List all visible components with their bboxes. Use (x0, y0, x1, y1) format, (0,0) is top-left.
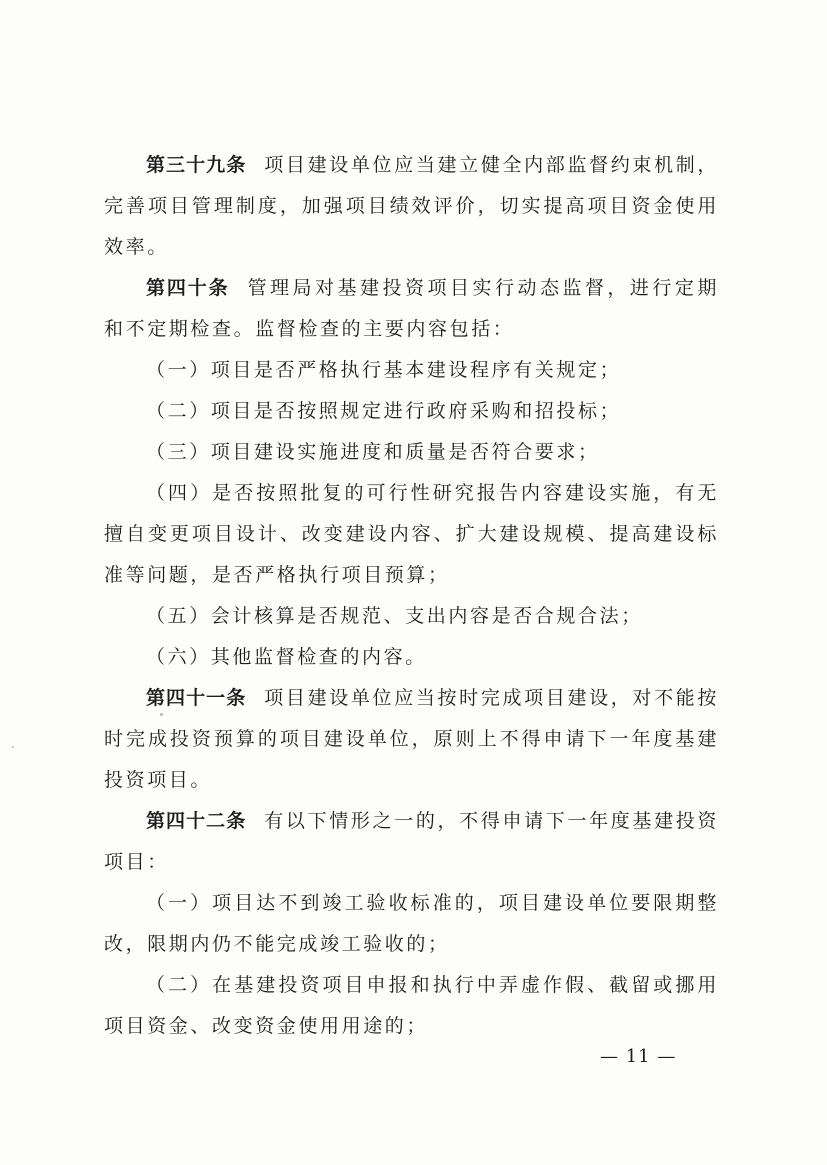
list-item: （四）是否按照批复的可行性研究报告内容建设实施，有无擅自变更项目设计、改变建设内容、扩大建设规模、提高建设标准等问题，是否严格执行项目预算； (104, 482, 719, 586)
list-item: （六）其他监督检查的内容。 (146, 646, 427, 668)
article-40 (104, 268, 719, 350)
list-item: （一）项目达不到竣工验收标准的，项目建设单位要限期整改，限期内仍不能完成竣工验收的； (104, 892, 719, 955)
list-item: （三）项目建设实施进度和质量是否符合要求； (146, 441, 600, 463)
article-heading: 第四十一条 (146, 687, 247, 709)
article-heading: 第四十条 (146, 277, 230, 299)
page-number: — 11 — (600, 1046, 677, 1067)
list-item: （二）在基建投资项目申报和执行中弄虚作假、截留或挪用项目资金、改变资金使用用途的； (104, 974, 719, 1037)
article-text: 项目建设单位应当建立健全内部监督约束机制，完善项目管理制度，加强项目绩效评价，切实提高项目资金使用效率。 (104, 154, 719, 258)
article-heading: 第四十二条 (146, 810, 247, 832)
list-item: （一）项目是否严格执行基本建设程序有关规定； (146, 359, 622, 381)
article-text: 有以下情形之一的，不得申请下一年度基建投资项目： (104, 810, 719, 873)
document-body (104, 145, 719, 1047)
article-text: 项目建设单位应当按时完成项目建设，对不能按时完成投资预算的项目建设单位，原则上不得申请下一年度基建投资项目。 (104, 687, 719, 791)
article-42 (104, 801, 719, 883)
article-text: 管理局对基建投资项目实行动态监督，进行定期和不定期检查。监督检查的主要内容包括： (104, 277, 719, 340)
article-41 (104, 678, 719, 801)
article-heading: 第三十九条 (146, 154, 247, 176)
scan-speck (12, 746, 14, 748)
article-39 (104, 145, 719, 268)
list-item: （二）项目是否按照规定进行政府采购和招投标； (146, 400, 622, 422)
list-item: （五）会计核算是否规范、支出内容是否合规合法； (146, 605, 643, 627)
